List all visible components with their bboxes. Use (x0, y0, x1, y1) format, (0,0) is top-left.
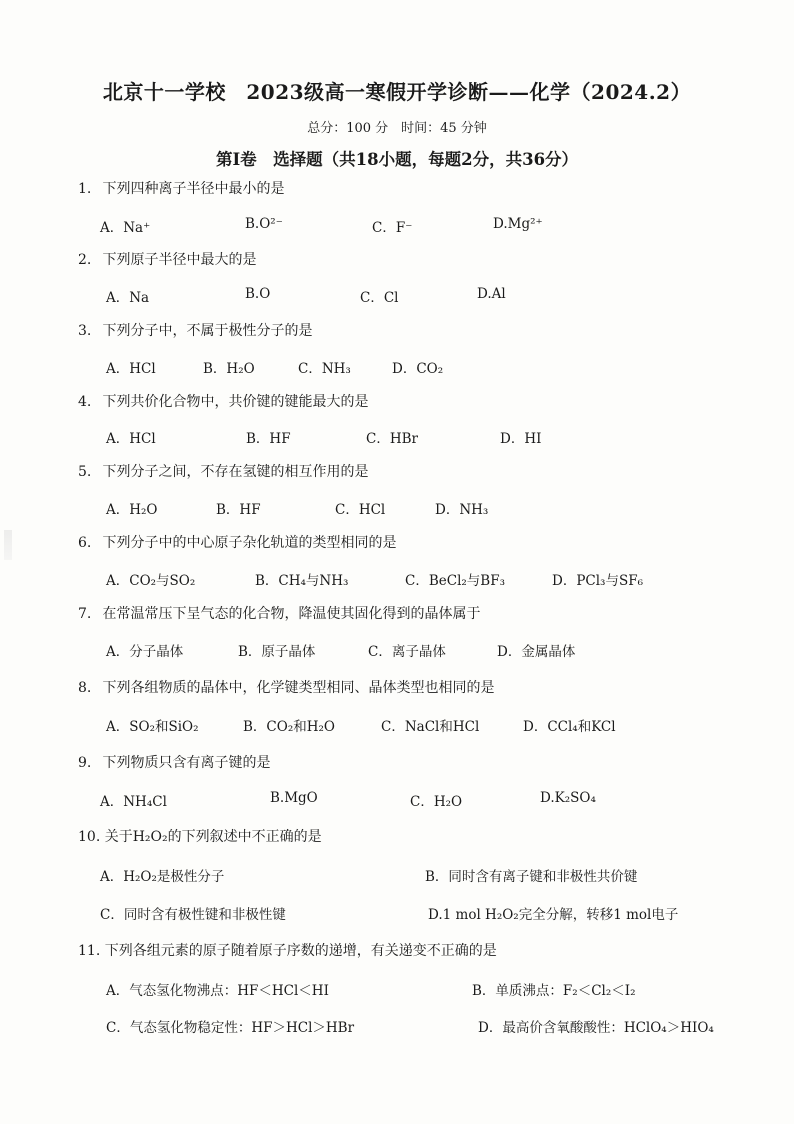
question-8 (78, 677, 494, 697)
option-a: A．HCl (106, 431, 156, 447)
question-9 (78, 752, 270, 772)
option-a: A．H₂O₂是极性分子 (100, 869, 225, 885)
option-d: D．CCl₄和KCl (523, 719, 616, 735)
option-a: A．CO₂与SO₂ (106, 573, 196, 589)
option-b: B．同时含有离子键和非极性共价键 (425, 869, 638, 885)
option-d: D．PCl₃与SF₆ (552, 573, 643, 589)
option-d: D.Mg²⁺ (493, 216, 543, 232)
question-1 (78, 178, 284, 198)
option-b: B．CH₄与NH₃ (255, 573, 349, 589)
option-b: B．HF (246, 431, 291, 447)
question-7 (78, 603, 480, 623)
option-c: C．气态氢化物稳定性：HF＞HCl＞HBr (106, 1020, 355, 1036)
question-number: 11. (78, 943, 101, 959)
option-a: A．气态氢化物沸点：HF＜HCl＜HI (106, 983, 329, 999)
question-4 (78, 391, 368, 411)
question-number: 6. (78, 535, 92, 551)
option-b: B．H₂O (203, 361, 255, 377)
question-text: 下列分子中的中心原子杂化轨道的类型相同的是 (102, 535, 397, 551)
option-c: C．同时含有极性键和非极性键 (100, 907, 286, 923)
question-text: 关于H₂O₂的下列叙述中不正确的是 (104, 829, 322, 845)
option-c: C．Cl (360, 290, 399, 306)
option-b: B.O (245, 286, 271, 302)
question-number: 1. (78, 181, 92, 197)
question-11 (78, 940, 497, 960)
option-c: C．NaCl和HCl (381, 719, 480, 735)
option-a: A．Na (106, 290, 150, 306)
question-10 (78, 826, 322, 846)
option-d: D．HI (500, 431, 542, 447)
question-text: 下列分子之间，不存在氢键的相互作用的是 (102, 464, 369, 480)
option-d: D.1 mol H₂O₂完全分解，转移1 mol电子 (428, 907, 679, 923)
exam-info: 总分：100 分 时间：45 分钟 (307, 121, 487, 136)
option-d: D．金属晶体 (497, 644, 576, 660)
question-number: 4. (78, 394, 92, 410)
question-number: 2. (78, 252, 92, 268)
option-a: A．分子晶体 (106, 644, 184, 660)
option-a: A．SO₂和SiO₂ (106, 719, 199, 735)
question-text: 下列物质只含有离子键的是 (102, 755, 271, 771)
option-d: D．最高价含氧酸酸性：HClO₄＞HIO₄ (478, 1020, 714, 1036)
option-d: D．NH₃ (435, 502, 489, 518)
option-d: D.Al (477, 286, 506, 302)
option-c: C．离子晶体 (368, 644, 446, 660)
option-a: A．H₂O (106, 502, 158, 518)
section-heading: 第Ⅰ卷 选择题（共18小题，每题2分，共36分） (215, 150, 579, 169)
option-d: D.K₂SO₄ (540, 790, 596, 806)
option-b: B．HF (216, 502, 261, 518)
option-a: A．NH₄Cl (100, 794, 167, 810)
question-number: 7. (78, 606, 92, 622)
question-3 (78, 320, 312, 340)
option-b: B.O²⁻ (245, 216, 283, 232)
question-text: 在常温常压下呈气态的化合物，降温使其固化得到的晶体属于 (102, 606, 481, 622)
question-text: 下列共价化合物中，共价键的键能最大的是 (102, 394, 369, 410)
option-d: D．CO₂ (392, 361, 444, 377)
question-text: 下列分子中，不属于极性分子的是 (102, 323, 313, 339)
option-c: C．F⁻ (372, 220, 413, 236)
question-number: 9. (78, 755, 92, 771)
question-number: 8. (78, 680, 92, 696)
option-a: A．HCl (106, 361, 156, 377)
question-number: 3. (78, 323, 92, 339)
option-b: B．原子晶体 (238, 644, 316, 660)
question-text: 下列原子半径中最大的是 (102, 252, 257, 268)
question-6 (78, 532, 396, 552)
option-c: C．NH₃ (298, 361, 351, 377)
option-c: C．HBr (366, 431, 418, 447)
question-5 (78, 461, 368, 481)
question-text: 下列各组物质的晶体中，化学键类型相同、晶体类型也相同的是 (102, 680, 495, 696)
option-b: B．单质沸点：F₂＜Cl₂＜I₂ (472, 983, 636, 999)
option-c: C．H₂O (410, 794, 463, 810)
option-c: C．HCl (335, 502, 386, 518)
question-number: 10. (78, 829, 101, 845)
scan-artifact (4, 530, 12, 560)
question-2 (78, 249, 256, 269)
option-a: A．Na⁺ (100, 220, 151, 236)
option-c: C．BeCl₂与BF₃ (405, 573, 505, 589)
question-text: 下列四种离子半径中最小的是 (102, 181, 285, 197)
question-number: 5. (78, 464, 92, 480)
option-b: B．CO₂和H₂O (243, 719, 335, 735)
question-text: 下列各组元素的原子随着原子序数的递增，有关递变不正确的是 (104, 943, 497, 959)
option-b: B.MgO (270, 790, 318, 806)
exam-title: 北京十一学校 2023级高一寒假开学诊断——化学（2024.2） (102, 80, 692, 104)
